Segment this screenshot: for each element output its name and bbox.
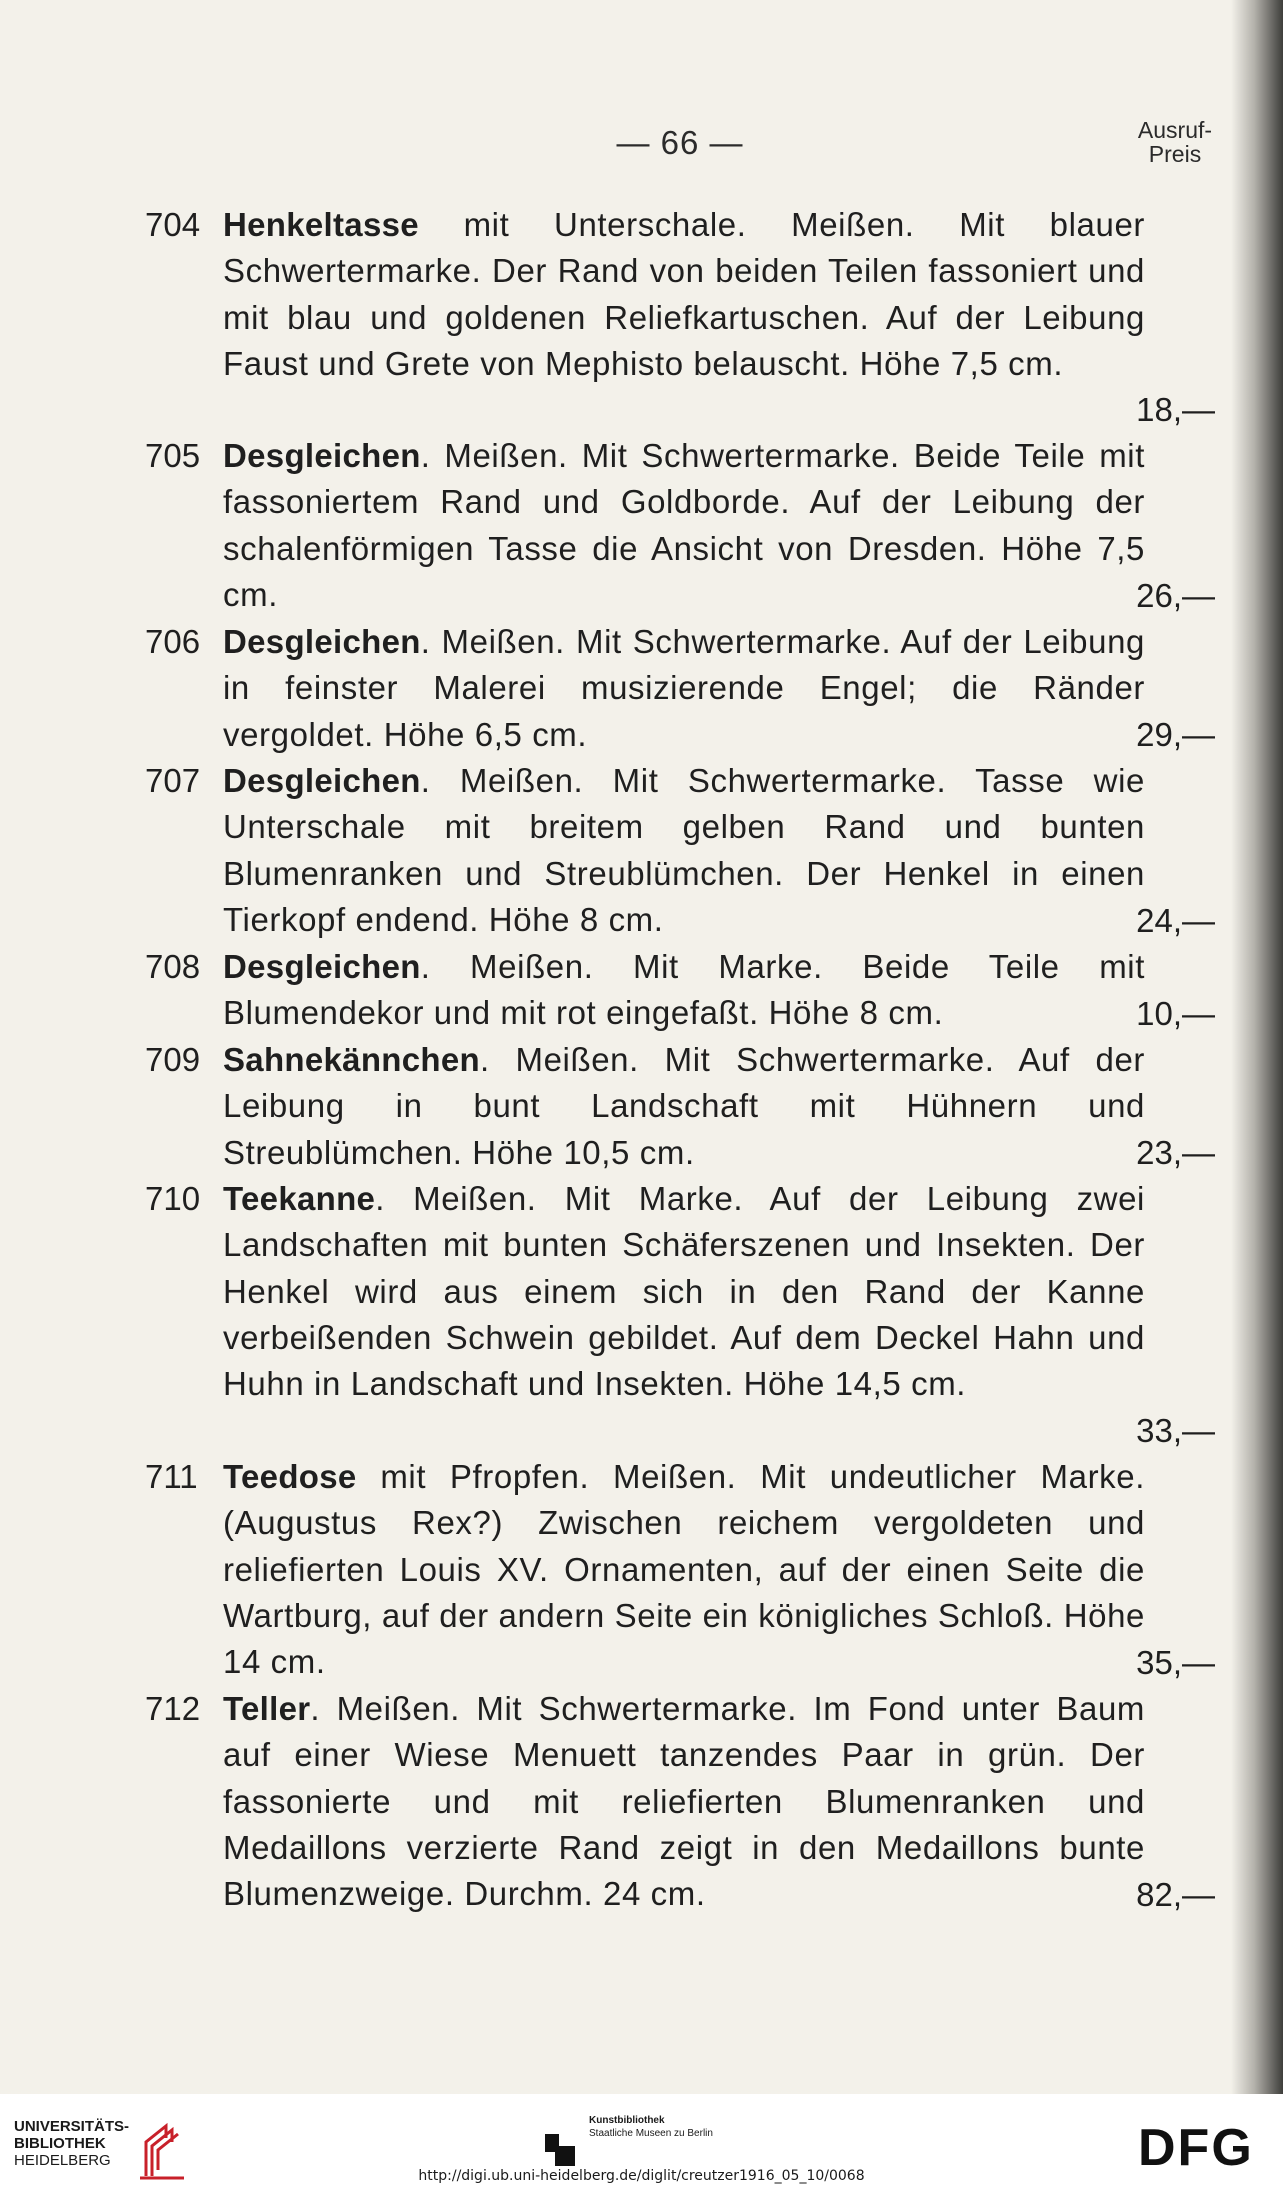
entry-price: 10,— [1136, 994, 1215, 1032]
dfg-logo[interactable]: DFG [1138, 2119, 1254, 2177]
price-column-heading [1120, 118, 1230, 166]
entry-price: 26,— [1136, 576, 1215, 614]
entry-price: 35,— [1136, 1643, 1215, 1681]
lot-number: 708 [145, 948, 201, 985]
entry-text: . Meißen. Mit Schwertermarke. Auf der Leibung in feinster Malerei musizierende Engel; die Ränder vergoldet. Höhe 6,5 cm. [223, 623, 1145, 753]
entry-description [223, 433, 1145, 618]
catalog-entries [145, 202, 1215, 1918]
entry-text: . Meißen. Mit Schwertermarke. Beide Teile mit fassoniertem Rand und Goldborde. Auf der Leibung der schalenförmigen Tasse die Ansicht von Dresden. Höhe 7,5 cm. [223, 437, 1145, 613]
university-library-name [14, 2118, 129, 2169]
kunstbibliothek-logo[interactable] [545, 2114, 765, 2174]
entry-description [223, 202, 1145, 387]
lot-number: 712 [145, 1690, 201, 1727]
entry-title: Desgleichen [223, 762, 421, 799]
entry-description [223, 1686, 1145, 1917]
entry-title: Desgleichen [223, 623, 421, 660]
entry-description [223, 1454, 1145, 1685]
price-heading-line2: Preis [1148, 141, 1202, 167]
price-heading-line1: Ausruf- [1137, 117, 1213, 143]
lot-number: 710 [145, 1180, 201, 1217]
entry-text: mit Pfropfen. Meißen. Mit undeutlicher Marke. (Augustus Rex?) Zwischen reichem vergoldeten und reliefierten Louis XV. Ornamenten, auf der einen Seite die Wartburg, auf der andern Seite ein königliches Schloß. Höhe 14 cm. [223, 1458, 1146, 1681]
lot-number: 707 [145, 762, 201, 799]
entry-title: Teekanne [223, 1180, 376, 1217]
entry-description [223, 1037, 1145, 1176]
kunstbibliothek-emblem-icon [545, 2134, 577, 2166]
entry-text: . Meißen. Mit Schwertermarke. Im Fond unter Baum auf einer Wiese Menuett tanzendes Paar in grün. Der fassonierte und mit reliefierten Blumenranken und Medaillons verzierte Rand zeigt in den Medaillons bunte Blumenzweige. Durchm. 24 cm. [223, 1690, 1145, 1913]
entry-price: 18,— [1136, 390, 1215, 428]
catalog-entry [145, 619, 1215, 758]
kb-subtitle: Staatliche Museen zu Berlin [589, 2128, 713, 2139]
lot-number: 704 [145, 206, 201, 243]
page-edge-shadow [1231, 0, 1283, 2094]
catalog-entry [145, 1176, 1215, 1454]
catalog-entry [145, 1454, 1215, 1686]
ub-line3: HEIDELBERG [14, 2152, 111, 2169]
catalog-entry [145, 1037, 1215, 1176]
entry-price: 29,— [1136, 715, 1215, 753]
entry-title: Desgleichen [223, 437, 421, 474]
entry-text: . Meißen. Mit Schwertermarke. Auf der Leibung in bunt Landschaft mit Hühnern und Streublümchen. Höhe 10,5 cm. [223, 1041, 1145, 1171]
entry-text: . Meißen. Mit Marke. Beide Teile mit Blumendekor und mit rot eingefaßt. Höhe 8 cm. [223, 948, 1145, 1032]
entry-title: Sahnekännchen [223, 1041, 480, 1078]
entry-title: Teller [223, 1690, 311, 1727]
entry-description [223, 758, 1145, 943]
catalog-entry [145, 202, 1215, 433]
lot-number: 709 [145, 1041, 201, 1078]
source-url-link[interactable]: http://digi.ub.uni-heidelberg.de/diglit/creutzer1916_05_10/0068 [418, 2168, 865, 2184]
catalog-entry [145, 433, 1215, 619]
kunstbibliothek-name [589, 2114, 713, 2140]
kb-name: Kunstbibliothek [589, 2115, 665, 2126]
entry-price: 24,— [1136, 901, 1215, 939]
catalog-entry [145, 1686, 1215, 1918]
entry-text: mit Unterschale. Meißen. Mit blauer Schwertermarke. Der Rand von beiden Teilen fassoniert und mit blau und goldenen Reliefkartuschen. Auf der Leibung Faust und Grete von Mephisto belauscht. Höhe 7,5 cm. [223, 206, 1145, 382]
entry-price: 23,— [1136, 1133, 1215, 1171]
lot-number: 706 [145, 623, 201, 660]
entry-description [223, 944, 1145, 1037]
catalog-entry [145, 944, 1215, 1037]
page-number: — 66 — [616, 124, 744, 161]
entry-description [223, 1176, 1145, 1407]
entry-title: Teedose [223, 1458, 357, 1495]
footer-bar [0, 2094, 1283, 2190]
entry-text: . Meißen. Mit Schwertermarke. Tasse wie Unterschale mit breitem gelben Rand und bunten Blumenranken und Streublümchen. Der Henkel in einen Tierkopf endend. Höhe 8 cm. [223, 762, 1145, 938]
page-header [0, 118, 1283, 178]
lot-number: 711 [145, 1458, 198, 1495]
entry-text: . Meißen. Mit Marke. Auf der Leibung zwei Landschaften mit bunten Schäferszenen und Insekten. Der Henkel wird aus einem sich in den Rand der Kanne verbeißenden Schwein gebildet. Auf dem Deckel Hahn und Huhn in Landschaft und Insekten. Höhe 14,5 cm. [223, 1180, 1145, 1403]
ub-line1: UNIVERSITÄTS- [14, 2118, 130, 2135]
entry-title: Desgleichen [223, 948, 421, 985]
catalog-entry [145, 758, 1215, 944]
entry-description [223, 619, 1145, 758]
entry-price: 82,— [1136, 1875, 1215, 1913]
entry-title: Henkeltasse [223, 206, 419, 243]
lot-number: 705 [145, 437, 201, 474]
entry-price: 33,— [1136, 1411, 1215, 1449]
ub-line2: BIBLIOTHEK [14, 2135, 106, 2152]
